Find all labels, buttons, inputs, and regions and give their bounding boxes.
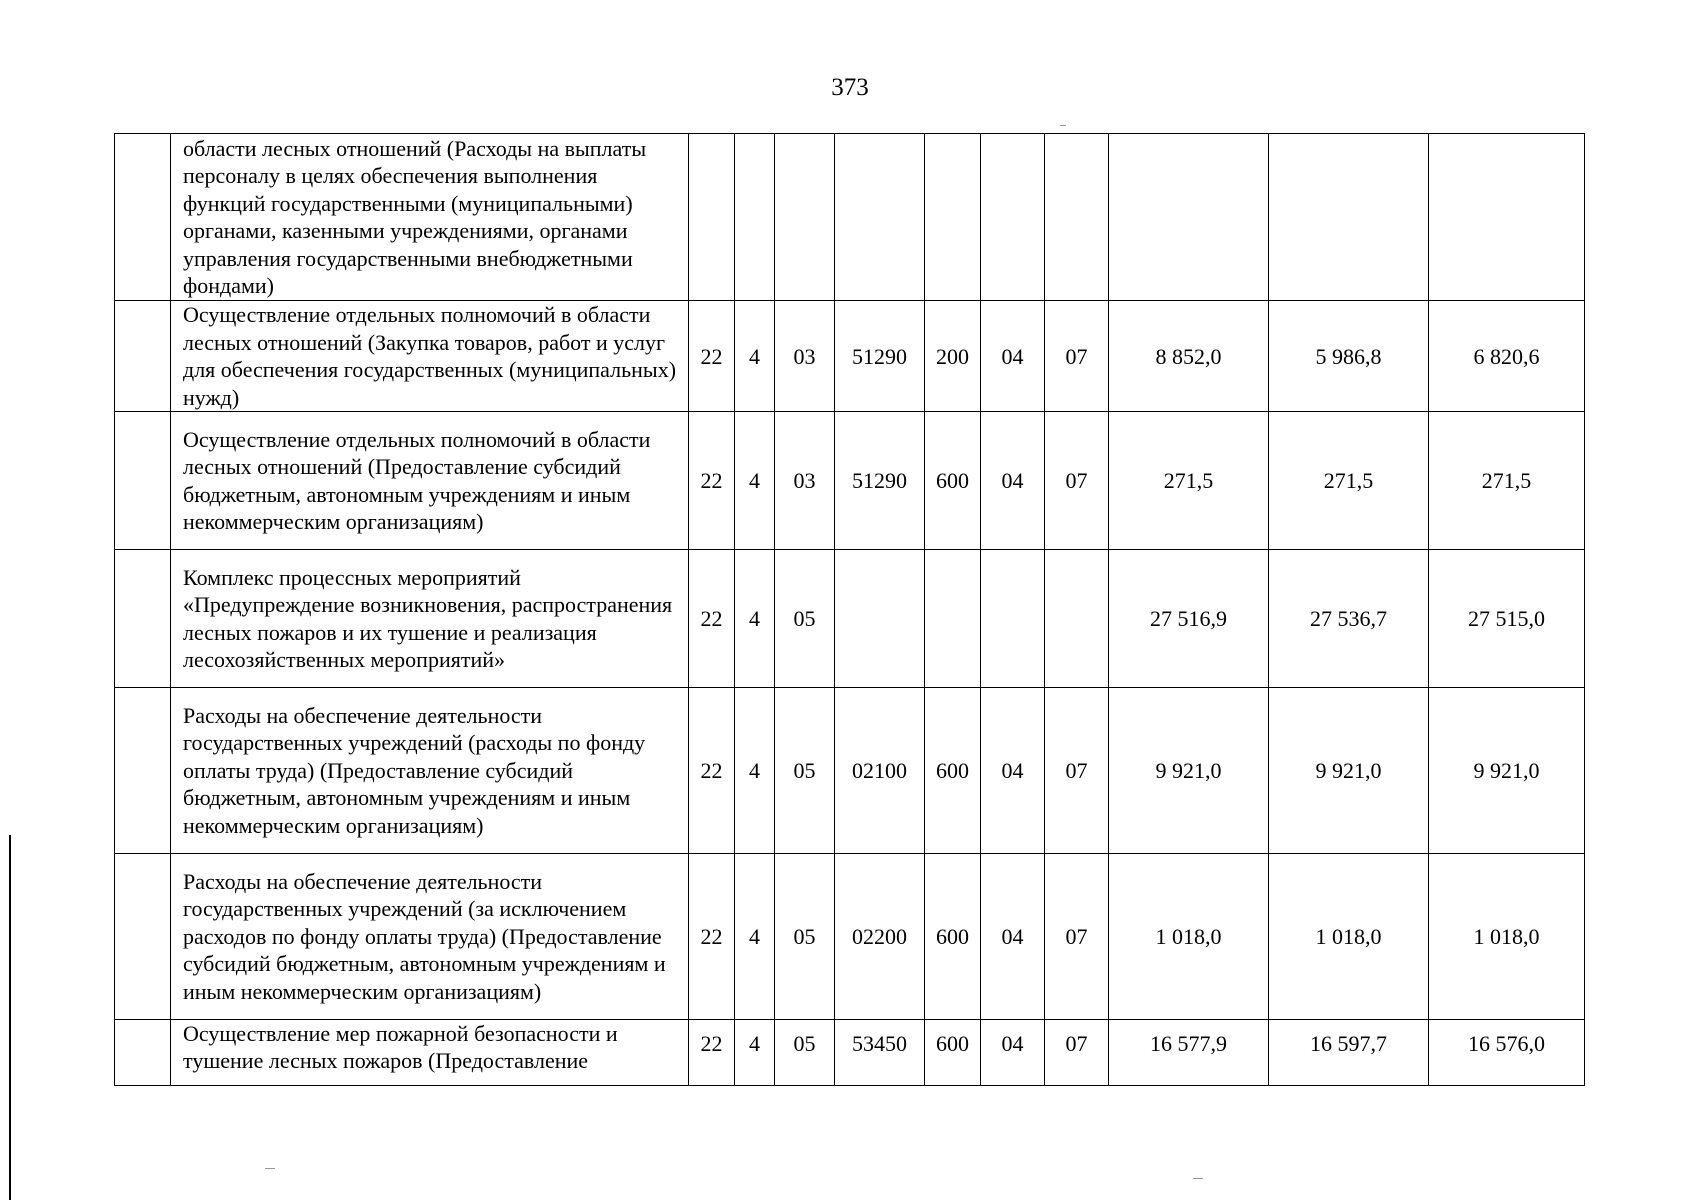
code-cell: 22 xyxy=(689,854,735,1020)
code-cell xyxy=(925,134,981,301)
code-cell: 07 xyxy=(1045,412,1109,550)
code-cell: 22 xyxy=(689,301,735,412)
code-cell: 51290 xyxy=(835,301,925,412)
amount-cell: 1 018,0 xyxy=(1109,854,1269,1020)
code-cell xyxy=(925,550,981,688)
code-cell: 03 xyxy=(775,412,835,550)
code-cell xyxy=(835,134,925,301)
amount-cell: 1 018,0 xyxy=(1429,854,1585,1020)
code-cell: 02100 xyxy=(835,688,925,854)
code-cell: 07 xyxy=(1045,688,1109,854)
code-cell: 07 xyxy=(1045,1020,1109,1086)
row-number-cell xyxy=(115,301,171,412)
amount-cell: 27 536,7 xyxy=(1269,550,1429,688)
scan-speck xyxy=(1193,1178,1203,1179)
table-row xyxy=(115,854,1585,1020)
code-cell xyxy=(1045,134,1109,301)
table-row xyxy=(115,688,1585,854)
code-cell: 02200 xyxy=(835,854,925,1020)
code-cell: 05 xyxy=(775,550,835,688)
code-cell: 07 xyxy=(1045,854,1109,1020)
code-cell xyxy=(689,134,735,301)
amount-cell: 5 986,8 xyxy=(1269,301,1429,412)
amount-cell: 271,5 xyxy=(1269,412,1429,550)
table-row xyxy=(115,412,1585,550)
code-cell: 07 xyxy=(1045,301,1109,412)
amount-cell: 16 597,7 xyxy=(1269,1020,1429,1086)
code-cell: 4 xyxy=(735,688,775,854)
code-cell: 03 xyxy=(775,301,835,412)
amount-cell: 16 576,0 xyxy=(1429,1020,1585,1086)
code-cell: 04 xyxy=(981,854,1045,1020)
code-cell: 600 xyxy=(925,412,981,550)
amount-cell: 271,5 xyxy=(1429,412,1585,550)
code-cell: 04 xyxy=(981,1020,1045,1086)
amount-cell: 9 921,0 xyxy=(1269,688,1429,854)
description-cell: Осуществление отдельных полномочий в области лесных отношений (Закупка товаров, работ и услуг для обеспечения государственных (муниципальных) нужд) xyxy=(171,301,689,412)
code-cell: 200 xyxy=(925,301,981,412)
description-cell: Расходы на обеспечение деятельности государственных учреждений (за исключением расходов по фонду оплаты труда) (Предоставление субсидий бюджетным, автономным учреждениям и иным некоммерческим организациям) xyxy=(171,854,689,1020)
amount-cell: 271,5 xyxy=(1109,412,1269,550)
code-cell: 04 xyxy=(981,301,1045,412)
row-number-cell xyxy=(115,1020,171,1086)
code-cell: 22 xyxy=(689,688,735,854)
table-row xyxy=(115,301,1585,412)
table-row xyxy=(115,134,1585,301)
amount-cell: 27 516,9 xyxy=(1109,550,1269,688)
code-cell: 04 xyxy=(981,412,1045,550)
scan-speck xyxy=(1060,125,1066,126)
amount-cell: 9 921,0 xyxy=(1429,688,1585,854)
code-cell: 600 xyxy=(925,854,981,1020)
page-number: 373 xyxy=(831,74,869,101)
budget-table xyxy=(114,133,1585,1086)
code-cell: 4 xyxy=(735,412,775,550)
scan-edge-mark xyxy=(9,835,11,1200)
table-row xyxy=(115,1020,1585,1086)
row-number-cell xyxy=(115,412,171,550)
description-cell: области лесных отношений (Расходы на выплаты персоналу в целях обеспечения выполнения функций государственными (муниципальными) органами, казенными учреждениями, органами управления государственными внебюджетными фондами) xyxy=(171,134,689,301)
code-cell xyxy=(981,134,1045,301)
amount-cell: 27 515,0 xyxy=(1429,550,1585,688)
row-number-cell xyxy=(115,688,171,854)
code-cell xyxy=(735,134,775,301)
code-cell: 53450 xyxy=(835,1020,925,1086)
description-cell: Осуществление отдельных полномочий в области лесных отношений (Предоставление субсидий бюджетным, автономным учреждениям и иным некоммерческим организациям) xyxy=(171,412,689,550)
description-cell: Комплекс процессных мероприятий «Предупреждение возникновения, распространения лесных пожаров и их тушение и реализация лесохозяйственных мероприятий» xyxy=(171,550,689,688)
code-cell: 51290 xyxy=(835,412,925,550)
code-cell: 05 xyxy=(775,688,835,854)
table-row xyxy=(115,550,1585,688)
row-number-cell xyxy=(115,134,171,301)
code-cell: 4 xyxy=(735,1020,775,1086)
description-cell: Расходы на обеспечение деятельности государственных учреждений (расходы по фонду оплаты труда) (Предоставление субсидий бюджетным, автономным учреждениям и иным некоммерческим организациям) xyxy=(171,688,689,854)
amount-cell xyxy=(1429,134,1585,301)
code-cell xyxy=(775,134,835,301)
row-number-cell xyxy=(115,854,171,1020)
amount-cell: 9 921,0 xyxy=(1109,688,1269,854)
code-cell: 600 xyxy=(925,688,981,854)
amount-cell xyxy=(1269,134,1429,301)
code-cell: 04 xyxy=(981,688,1045,854)
amount-cell: 6 820,6 xyxy=(1429,301,1585,412)
row-number-cell xyxy=(115,550,171,688)
code-cell xyxy=(835,550,925,688)
code-cell: 22 xyxy=(689,412,735,550)
code-cell: 05 xyxy=(775,1020,835,1086)
code-cell: 4 xyxy=(735,854,775,1020)
code-cell: 22 xyxy=(689,1020,735,1086)
code-cell xyxy=(1045,550,1109,688)
code-cell xyxy=(981,550,1045,688)
code-cell: 05 xyxy=(775,854,835,1020)
code-cell: 4 xyxy=(735,550,775,688)
amount-cell: 1 018,0 xyxy=(1269,854,1429,1020)
amount-cell: 8 852,0 xyxy=(1109,301,1269,412)
description-cell: Осуществление мер пожарной безопасности и тушение лесных пожаров (Предоставление xyxy=(171,1020,689,1086)
code-cell: 4 xyxy=(735,301,775,412)
code-cell: 600 xyxy=(925,1020,981,1086)
amount-cell xyxy=(1109,134,1269,301)
amount-cell: 16 577,9 xyxy=(1109,1020,1269,1086)
code-cell: 22 xyxy=(689,550,735,688)
scan-speck xyxy=(265,1168,275,1169)
